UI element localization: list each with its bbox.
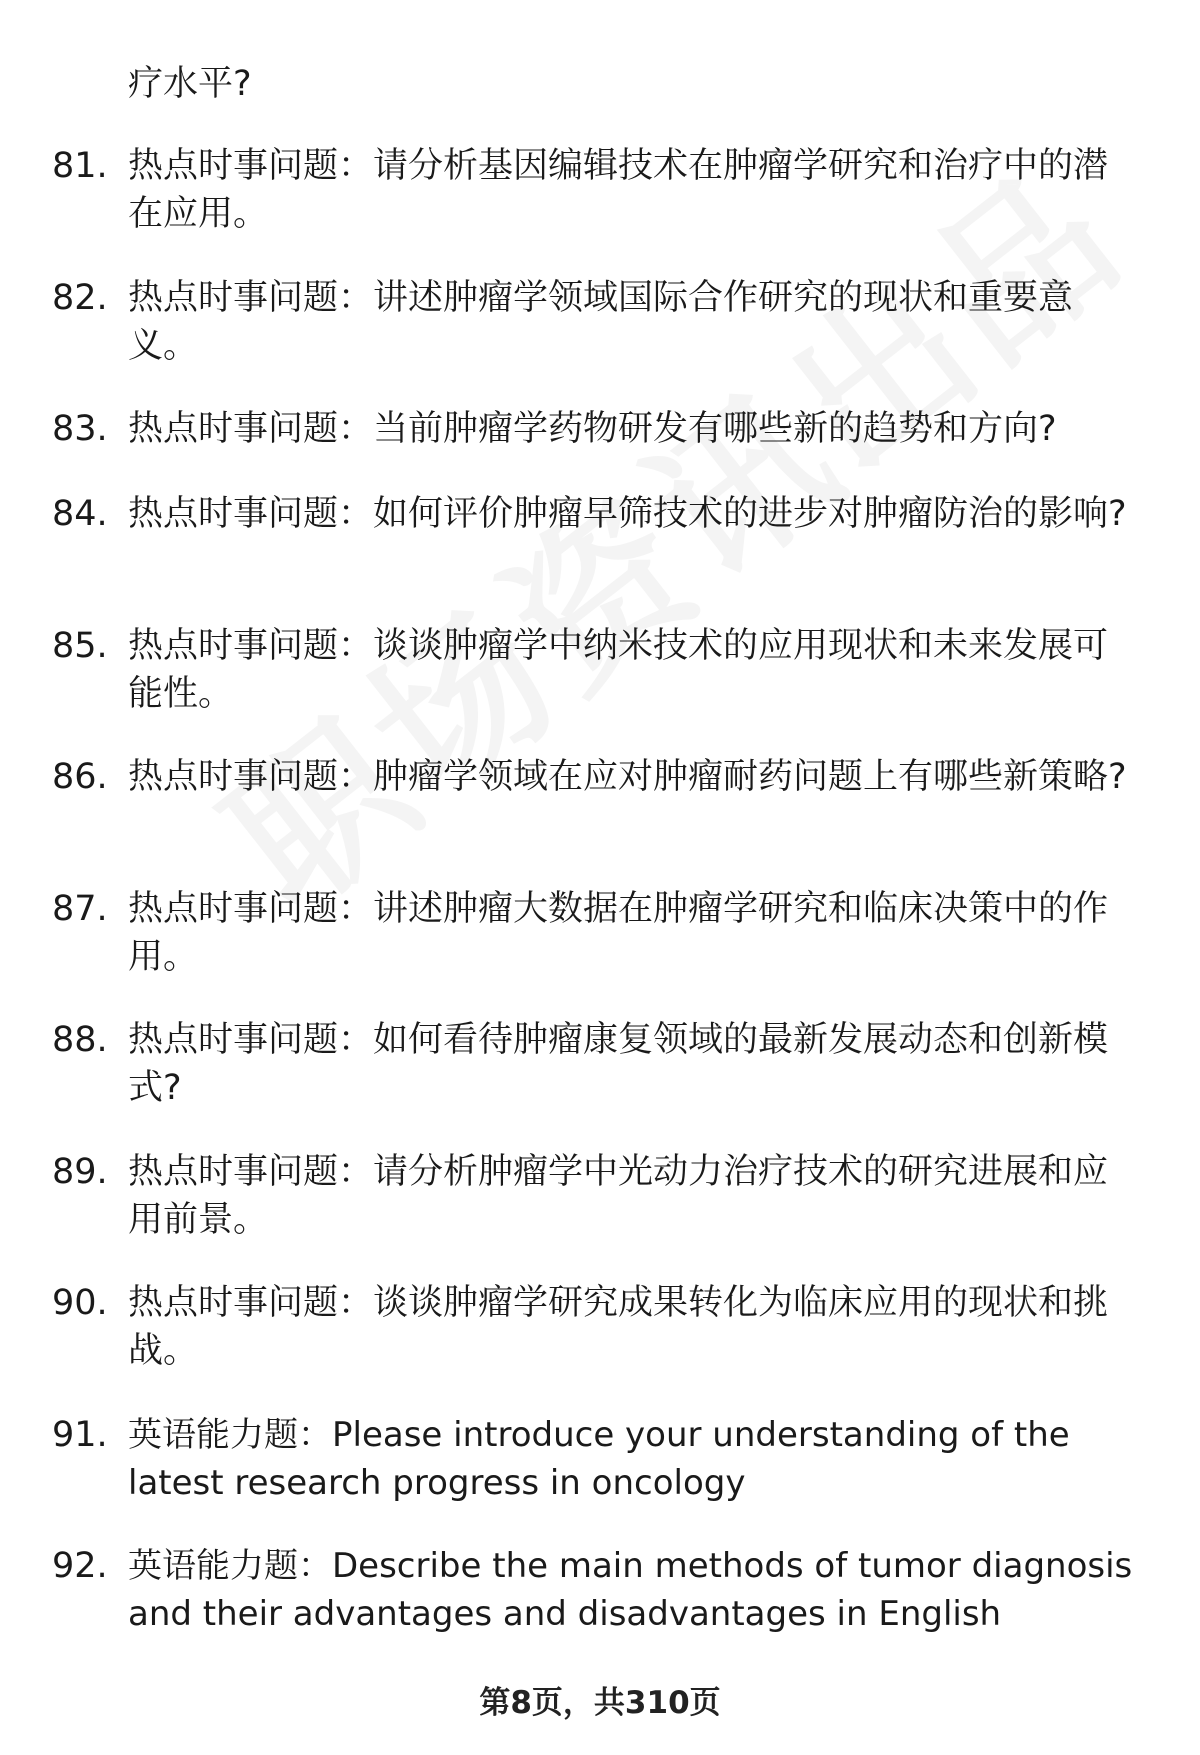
question-number: 90. xyxy=(52,1283,108,1323)
question-number: 92. xyxy=(52,1546,108,1586)
question-text: 热点时事问题：肿瘤学领域在应对肿瘤耐药问题上有哪些新策略? xyxy=(128,757,1127,797)
question-text: 热点时事问题：如何评价肿瘤早筛技术的进步对肿瘤防治的影响? xyxy=(128,494,1127,534)
question-text: 英语能力题：Describe the main methods of tumor diagnosis and their advantages and disadvantages in English xyxy=(128,1546,1133,1634)
question-number: 82. xyxy=(52,277,108,318)
question-item-83 xyxy=(0,405,1200,490)
question-text: 热点时事问题：请分析肿瘤学中光动力治疗技术的研究进展和应用前景。 xyxy=(128,1151,1109,1240)
question-item-88 xyxy=(0,1016,1200,1148)
question-number: 84. xyxy=(52,494,108,534)
question-number: 91. xyxy=(52,1414,108,1455)
question-item-91 xyxy=(0,1411,1200,1543)
question-text: 热点时事问题：谈谈肿瘤学中纳米技术的应用现状和未来发展可能性。 xyxy=(128,625,1109,714)
question-number: 85. xyxy=(52,625,108,666)
question-text: 热点时事问题：当前肿瘤学药物研发有哪些新的趋势和方向? xyxy=(128,409,1057,449)
question-item-87 xyxy=(0,885,1200,1017)
question-text: 热点时事问题：谈谈肿瘤学研究成果转化为临床应用的现状和挑战。 xyxy=(128,1283,1109,1371)
question-list xyxy=(0,142,1200,1674)
question-item-86 xyxy=(0,753,1200,885)
question-number: 83. xyxy=(52,409,108,449)
question-item-92 xyxy=(0,1542,1200,1674)
question-text: 热点时事问题：讲述肿瘤学领域国际合作研究的现状和重要意义。 xyxy=(128,277,1074,366)
question-item-84 xyxy=(0,490,1200,622)
question-text: 英语能力题：Please introduce your understanding of the latest research progress in oncology xyxy=(128,1414,1070,1503)
question-text: 热点时事问题：请分析基因编辑技术在肿瘤学研究和治疗中的潜在应用。 xyxy=(128,146,1109,234)
question-number: 88. xyxy=(52,1020,108,1060)
question-item-82 xyxy=(0,274,1200,406)
question-text: 热点时事问题：如何看待肿瘤康复领域的最新发展动态和创新模式? xyxy=(128,1020,1109,1108)
question-number: 86. xyxy=(52,757,108,797)
question-item-90 xyxy=(0,1279,1200,1411)
question-number: 81. xyxy=(52,146,108,186)
continued-question-text: 疗水平? xyxy=(128,64,252,104)
page-footer: 第8页，共310页 xyxy=(479,1685,721,1721)
question-number: 89. xyxy=(52,1151,108,1192)
question-text: 热点时事问题：讲述肿瘤大数据在肿瘤学研究和临床决策中的作用。 xyxy=(128,888,1109,977)
question-item-81 xyxy=(0,142,1200,274)
question-item-85 xyxy=(0,622,1200,754)
question-number: 87. xyxy=(52,888,108,929)
question-item-89 xyxy=(0,1148,1200,1280)
